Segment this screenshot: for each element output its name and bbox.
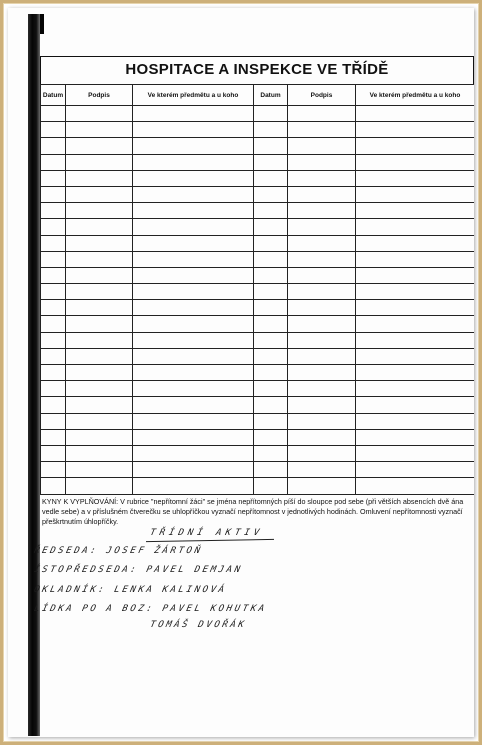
- handwritten-line-treasurer: OKLADNÍK: LENKA KALINOVÁ: [32, 585, 228, 595]
- table-cell: [356, 251, 475, 267]
- table-cell: [288, 154, 356, 170]
- table-cell: [254, 348, 288, 364]
- table-row: [41, 348, 475, 364]
- scanned-page: [8, 8, 474, 737]
- table-cell: [66, 284, 133, 300]
- table-header-row: [41, 85, 475, 106]
- table-cell: [356, 397, 475, 413]
- table-row: [41, 462, 475, 478]
- table-cell: [356, 348, 475, 364]
- table-cell: [41, 106, 66, 122]
- table-cell: [133, 300, 254, 316]
- table-cell: [254, 267, 288, 283]
- table-cell: [356, 429, 475, 445]
- table-cell: [356, 316, 475, 332]
- table-cell: [41, 122, 66, 138]
- table-cell: [356, 235, 475, 251]
- table-row: [41, 170, 475, 186]
- table-cell: [41, 300, 66, 316]
- table-cell: [254, 154, 288, 170]
- table-cell: [254, 365, 288, 381]
- table-cell: [356, 365, 475, 381]
- table-cell: [133, 332, 254, 348]
- table-cell: [133, 219, 254, 235]
- table-cell: [133, 381, 254, 397]
- table-cell: [41, 462, 66, 478]
- table-cell: [356, 300, 475, 316]
- table-cell: [254, 170, 288, 186]
- table-cell: [133, 251, 254, 267]
- table-cell: [41, 397, 66, 413]
- table-cell: [288, 235, 356, 251]
- table-cell: [41, 316, 66, 332]
- table-cell: [41, 154, 66, 170]
- table-body: [41, 106, 475, 495]
- table-cell: [356, 462, 475, 478]
- table-cell: [254, 138, 288, 154]
- table-cell: [288, 138, 356, 154]
- table-row: [41, 219, 475, 235]
- table-cell: [41, 348, 66, 364]
- table-cell: [254, 186, 288, 202]
- table-cell: [254, 381, 288, 397]
- table-cell: [288, 462, 356, 478]
- col-header-subject-1: Ve kterém předmětu a u koho: [133, 85, 254, 106]
- table-cell: [288, 381, 356, 397]
- table-cell: [41, 413, 66, 429]
- table-cell: [254, 316, 288, 332]
- table-cell: [254, 106, 288, 122]
- table-cell: [288, 365, 356, 381]
- table-cell: [356, 138, 475, 154]
- table-cell: [356, 445, 475, 461]
- table-cell: [133, 154, 254, 170]
- table-cell: [254, 219, 288, 235]
- page-title: HOSPITACE A INSPEKCE VE TŘÍDĚ: [125, 61, 389, 78]
- table-cell: [66, 106, 133, 122]
- table-cell: [41, 203, 66, 219]
- table-cell: [133, 138, 254, 154]
- table-row: [41, 138, 475, 154]
- table-cell: [66, 462, 133, 478]
- table-cell: [41, 138, 66, 154]
- table-cell: [66, 154, 133, 170]
- table-row: [41, 267, 475, 283]
- table-row: [41, 122, 475, 138]
- table-cell: [356, 284, 475, 300]
- table-cell: [41, 365, 66, 381]
- table-row: [41, 478, 475, 494]
- table-row: [41, 397, 475, 413]
- table-cell: [288, 219, 356, 235]
- table-row: [41, 445, 475, 461]
- table-cell: [288, 445, 356, 461]
- table-row: [41, 235, 475, 251]
- table-row: [41, 332, 475, 348]
- table-cell: [356, 332, 475, 348]
- table-cell: [133, 397, 254, 413]
- table-cell: [254, 413, 288, 429]
- table-cell: [41, 478, 66, 494]
- table-cell: [254, 235, 288, 251]
- table-cell: [133, 122, 254, 138]
- table-cell: [254, 284, 288, 300]
- table-cell: [254, 251, 288, 267]
- table-cell: [288, 397, 356, 413]
- table-cell: [66, 429, 133, 445]
- table-row: [41, 203, 475, 219]
- table-cell: [41, 170, 66, 186]
- table-cell: [356, 154, 475, 170]
- table-cell: [254, 122, 288, 138]
- table-cell: [133, 478, 254, 494]
- inspection-table: [40, 84, 474, 495]
- table-cell: [254, 478, 288, 494]
- col-header-subject-2: Ve kterém předmětu a u koho: [356, 85, 475, 106]
- table-cell: [66, 348, 133, 364]
- table-cell: [133, 267, 254, 283]
- table-cell: [254, 397, 288, 413]
- filling-instructions: KYNY K VYPLŇOVÁNÍ: V rubrice "nepřítomní žáci" se jména nepřítomných píší do sloupce pod sebe (při větších absencích dvě ána vedle sebe) a v příslušném čtverečku se uhlopříčkou vyznačí nepřítomnost v jednotlivých hodinách. Omluvení nepřítomnosti vyznačí přeškrtnutím úhlopříčky.: [42, 497, 464, 526]
- table-cell: [288, 267, 356, 283]
- title-box: [40, 56, 474, 84]
- table-row: [41, 429, 475, 445]
- table-cell: [66, 170, 133, 186]
- table-cell: [66, 251, 133, 267]
- table-cell: [288, 332, 356, 348]
- table-cell: [133, 284, 254, 300]
- table-cell: [133, 186, 254, 202]
- table-row: [41, 300, 475, 316]
- table-row: [41, 413, 475, 429]
- table-cell: [66, 219, 133, 235]
- table-cell: [66, 397, 133, 413]
- handwritten-line-second-name: TOMÁŠ DVOŘÁK: [148, 620, 248, 630]
- table-row: [41, 106, 475, 122]
- col-header-signature-2: Podpis: [288, 85, 356, 106]
- table-cell: [356, 413, 475, 429]
- table-cell: [66, 235, 133, 251]
- table-cell: [41, 219, 66, 235]
- table-row: [41, 251, 475, 267]
- table-cell: [41, 284, 66, 300]
- table-cell: [288, 170, 356, 186]
- col-header-date-2: Datum: [254, 85, 288, 106]
- table-cell: [66, 445, 133, 461]
- table-cell: [66, 186, 133, 202]
- handwritten-line-vice-chairman: ÍSTOPŘEDSEDA: PAVEL DEMJAN: [32, 565, 244, 575]
- handwritten-line-chairman: ŘEDSEDA: JOSEF ŽÁRTOŇ: [32, 546, 204, 556]
- table-cell: [41, 332, 66, 348]
- table-cell: [41, 186, 66, 202]
- table-cell: [41, 235, 66, 251]
- table-cell: [133, 413, 254, 429]
- table-cell: [356, 203, 475, 219]
- table-cell: [288, 122, 356, 138]
- table-cell: [133, 106, 254, 122]
- col-header-signature-1: Podpis: [66, 85, 133, 106]
- table-cell: [288, 300, 356, 316]
- heading-underline: [146, 539, 274, 542]
- table-cell: [41, 251, 66, 267]
- table-row: [41, 154, 475, 170]
- table-cell: [288, 478, 356, 494]
- table-cell: [288, 186, 356, 202]
- table-row: [41, 284, 475, 300]
- table-cell: [288, 413, 356, 429]
- table-cell: [41, 429, 66, 445]
- handwritten-line-safety-officer: LÍDKA PO A BOZ: PAVEL KOHUTKA: [32, 604, 268, 614]
- table-cell: [356, 106, 475, 122]
- table-cell: [133, 365, 254, 381]
- table-cell: [288, 429, 356, 445]
- table-cell: [41, 445, 66, 461]
- table-cell: [66, 203, 133, 219]
- table-cell: [133, 462, 254, 478]
- table-cell: [254, 332, 288, 348]
- table-cell: [288, 106, 356, 122]
- table-cell: [288, 284, 356, 300]
- table-row: [41, 186, 475, 202]
- table-cell: [133, 445, 254, 461]
- table-cell: [66, 381, 133, 397]
- table-cell: [66, 316, 133, 332]
- table-cell: [66, 138, 133, 154]
- table-cell: [133, 348, 254, 364]
- table-cell: [133, 203, 254, 219]
- table-cell: [66, 478, 133, 494]
- table-cell: [133, 235, 254, 251]
- table-cell: [66, 267, 133, 283]
- table-cell: [66, 122, 133, 138]
- table-row: [41, 365, 475, 381]
- table-cell: [356, 122, 475, 138]
- table-cell: [356, 381, 475, 397]
- table-cell: [288, 348, 356, 364]
- scan-shadow-edge: [28, 14, 40, 736]
- table-row: [41, 316, 475, 332]
- table-cell: [254, 203, 288, 219]
- table-cell: [41, 381, 66, 397]
- handwritten-heading: TŘÍDNÍ AKTIV: [148, 528, 265, 538]
- table-cell: [254, 445, 288, 461]
- table-cell: [288, 316, 356, 332]
- table-cell: [288, 251, 356, 267]
- table-cell: [133, 429, 254, 445]
- table-cell: [356, 186, 475, 202]
- table-cell: [356, 267, 475, 283]
- table-cell: [254, 462, 288, 478]
- table-cell: [254, 300, 288, 316]
- table-cell: [66, 413, 133, 429]
- table-cell: [133, 316, 254, 332]
- table-cell: [288, 203, 356, 219]
- table-cell: [41, 267, 66, 283]
- table-cell: [356, 170, 475, 186]
- table-cell: [133, 170, 254, 186]
- table-row: [41, 381, 475, 397]
- table-cell: [66, 365, 133, 381]
- table-cell: [356, 219, 475, 235]
- table-cell: [66, 300, 133, 316]
- table-cell: [254, 429, 288, 445]
- table-cell: [356, 478, 475, 494]
- col-header-date-1: Datum: [41, 85, 66, 106]
- table-cell: [66, 332, 133, 348]
